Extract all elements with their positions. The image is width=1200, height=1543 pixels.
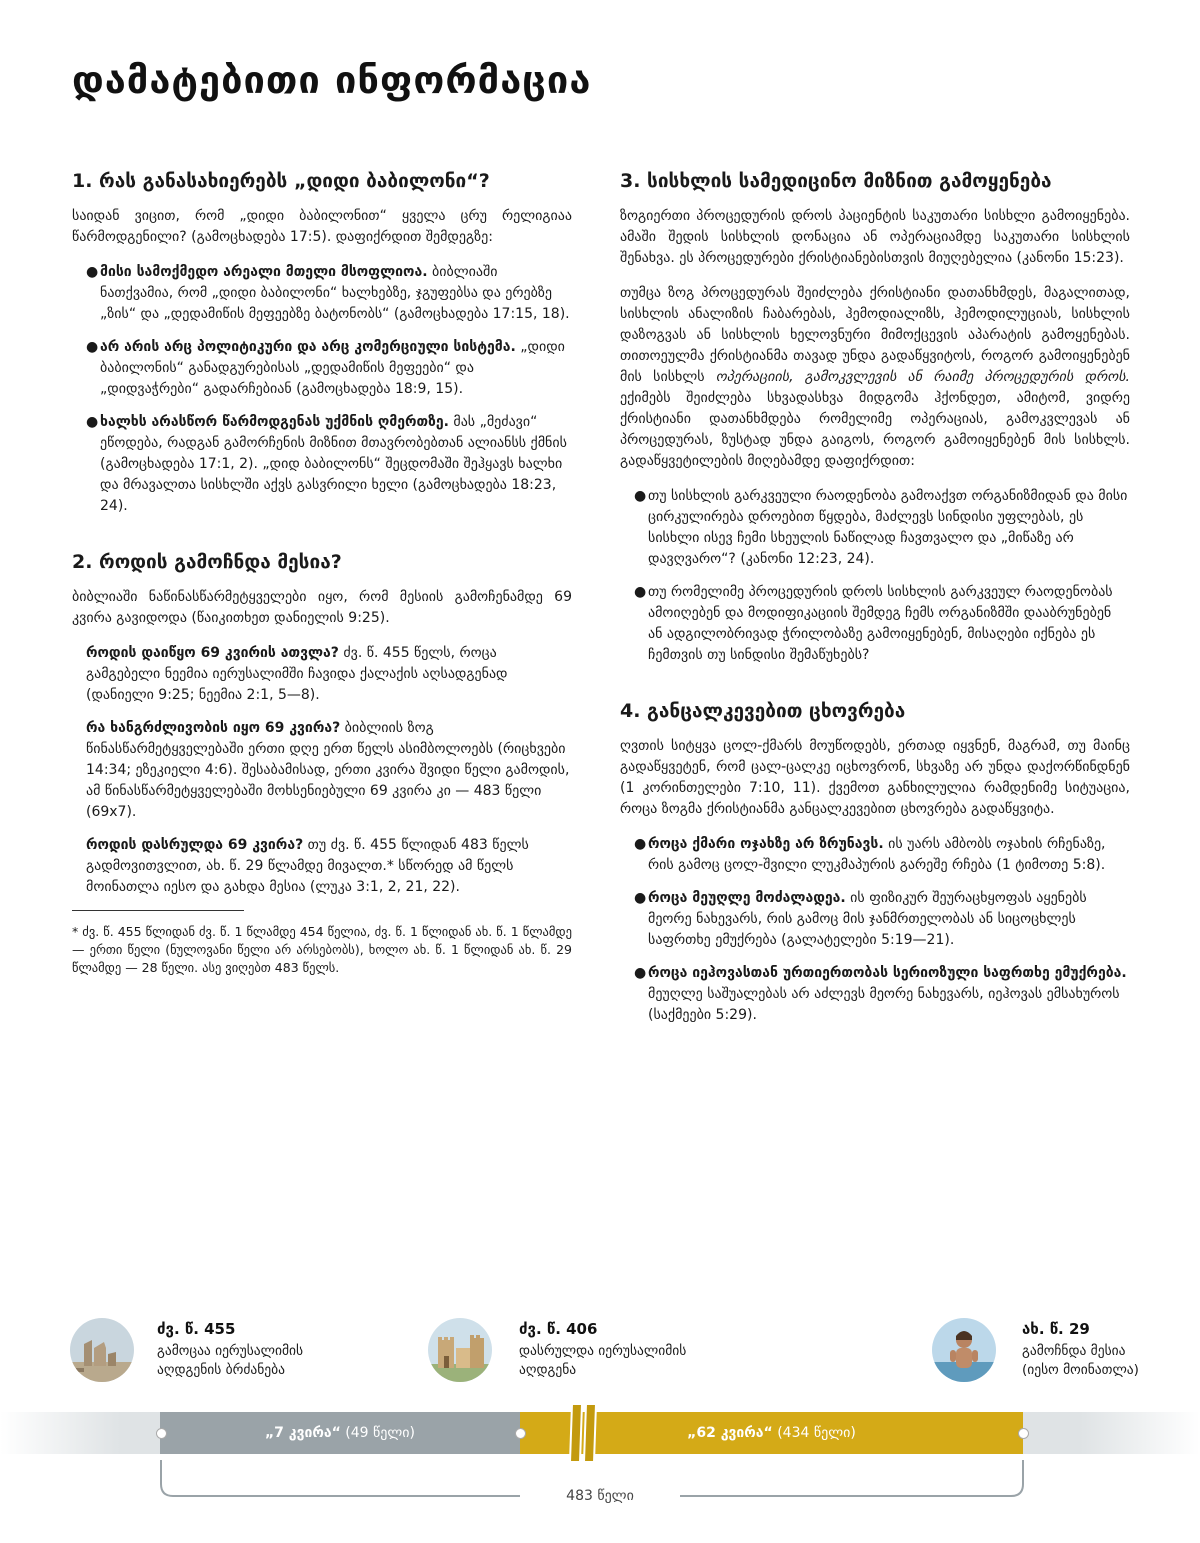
- bullet-icon: ●: [634, 965, 647, 981]
- list-item: [634, 834, 1130, 876]
- period-years: (49 წელი): [345, 1425, 415, 1441]
- bullet-text: ის ფიზიკურ შეურაცხყოფას აყენებს მეორე ნახევარს, რის გამოც მის ჯანმრთელობას ან სიცოცხლეს საფრთხე ემუქრება (გალატელები 5:19—21).: [648, 890, 1087, 948]
- question-item: [86, 643, 572, 706]
- total-years: 483 წელი: [520, 1488, 680, 1504]
- section3-para2: [620, 283, 1130, 472]
- event-line: გამოჩნდა მესია: [1022, 1343, 1126, 1359]
- event-date: ახ. წ. 29: [1022, 1320, 1090, 1338]
- event-line: აღდგენის ბრძანება: [157, 1362, 285, 1378]
- right-column: [620, 170, 1130, 1038]
- bullet-icon: ●: [634, 488, 647, 504]
- section1-intro: საიდან ვიცით, რომ „დიდი ბაბილონით“ ყველა ცრუ რელიგიაა წარმოდგენილი? (გამოცხადება 17:5). დაფიქრდით შემდეგზე:: [72, 208, 572, 245]
- bullet-icon: ●: [86, 414, 99, 430]
- bullet-bold: როცა მეუღლე მოძალადეა.: [648, 890, 846, 906]
- question-text: ძვ. წ. 455 წელს, როცა გამგებელი ნეემია იერუსალიმში ჩავიდა ქალაქის აღსადგენად (დანიელი 9:25; ნეემია 2:1, 5—8).: [86, 645, 508, 703]
- section4-intro: ღვთის სიტყვა ცოლ-ქმარს მოუწოდებს, ერთად იყვნენ, მაგრამ, თუ მაინც გადაწყვეტენ, რომ ცალ-ცალკე იცხოვრონ, სხვაზე არ უნდა დაქორწინდნენ (1 კორინთელები 7:10, 11). ქვემოთ განხილულია რამდენიმე სიტუაცია, როცა ზოგმა ქრისტიანმა განცალკევებით ცხოვრება გადაწყვიტა.: [620, 738, 1130, 817]
- event-line: გამოცაა იერუსალიმის: [157, 1343, 304, 1359]
- section3-heading: 3. სისხლის სამედიცინო მიზნით გამოყენება: [620, 170, 1052, 192]
- question-bold: რა ხანგრძლივობის იყო 69 კვირა?: [86, 720, 341, 736]
- section2-intro: ბიბლიაში ნაწინასწარმეტყველები იყო, რომ მესიის გამოჩენამდე 69 კვირა გავიდოდა (წაიკითხეთ დანიელის 9:25).: [72, 589, 572, 626]
- question-bold: როდის დაიწყო 69 კვირის ათვლა?: [86, 645, 339, 661]
- period-name: „7 კვირა“: [264, 1425, 341, 1441]
- footnote-divider: [72, 910, 244, 911]
- bullet-text: მეუღლე საშუალებას არ აძლევს მეორე ნახევარს, იეჰოვას ემსახუროს (საქმეები 5:29).: [648, 986, 1120, 1023]
- section4-bullets: [620, 834, 1130, 1026]
- section1-heading: 1. რას განასახიერებს „დიდი ბაბილონი“?: [72, 170, 490, 192]
- list-item: [634, 582, 1130, 666]
- section1-bullets: [72, 262, 572, 517]
- bullet-icon: ●: [634, 584, 647, 600]
- para2-text-end: ექიმებს შეიძლება სხვადასხვა მიდგომა ჰქონდეთ, ამიტომ, ვიდრე ქრისტიანი დათანხმდება რომელიმე ოპერაციას, გამოკვლევას ან პროცედურას, ზუსტად უნდა გაიგოს, როგორ გამოიყენებენ მის სისხლს. გადაწყვეტილების მიღებამდე დაფიქრდით:: [620, 390, 1130, 469]
- section4-heading: 4. განცალკევებით ცხოვრება: [620, 700, 906, 722]
- bullet-text: ბიბლიაში ნათქვამია, რომ „დიდი ბაბილონი“ ხალხებზე, ჯგუფებსა და ერებზე „ზის“ და „დედამიწის მეფეებზე ბატონობს“ (გამოცხადება 17:15, 18).: [100, 264, 570, 322]
- para2-italic: ოპერაციის, გამოკვლევის ან რაიმე პროცედურის დროს.: [715, 369, 1130, 385]
- event-date: ძვ. წ. 406: [519, 1320, 598, 1338]
- section3-bullets: [620, 486, 1130, 666]
- list-item: [86, 412, 572, 517]
- timeline: [0, 1300, 1200, 1543]
- bullet-icon: ●: [634, 836, 647, 852]
- footnote: * ძვ. წ. 455 წლიდან ძვ. წ. 1 წლამდე 454 წელია, ძვ. წ. 1 წლიდან ახ. წ. 1 წლამდე — ერთი წელი (ნულოვანი წელი არ არსებობს), ხოლო ახ. წ. 1 წლიდან ახ. წ. 29 წლამდე — 28 წელი. ასე ვიღებთ 483 წელს.: [72, 924, 572, 975]
- bullet-bold: არ არის არც პოლიტიკური და არც კომერციული სისტემა.: [100, 339, 516, 355]
- event-date: ძვ. წ. 455: [157, 1320, 236, 1338]
- left-column: [72, 170, 572, 991]
- bullet-text: ის უარს ამბობს ოჯახის რჩენაზე, რის გამოც ცოლ-შვილი ლუკმაპურის გარეშე რჩება (1 ტიმოთე 5:8).: [648, 836, 1106, 873]
- question-bold: როდის დასრულდა 69 კვირა?: [86, 837, 304, 853]
- list-item: [86, 262, 572, 325]
- bullet-text: თუ სისხლის გარკვეული რაოდენობა გამოაქვთ ორგანიზმიდან და მისი ცირკულირება დროებით წყდება, მაძლევს სინდისი უფლებას, ეს სისხლი ისევ ჩემი სხეულის ნაწილად ჩავთვალო და „მიწაზე არ დავღვარო“? (კანონი 12:23, 24).: [648, 488, 1128, 567]
- bullet-text: თუ რომელიმე პროცედურის დროს სისხლის გარკვეულ რაოდენობას ამოიღებენ და მოდიფიკაციის შემდეგ ჩემს ორგანიზმში დააბრუნებენ ან ადგილობრივად ჭრილობაზე გამოიყენებენ, მისაღები იქნება ეს ჩემთვის თუ სინდისი შემაწუხებს?: [648, 584, 1113, 663]
- section3-para1: ზოგიერთი პროცედურის დროს პაციენტის საკუთარი სისხლი გამოიყენება. ამაში შედის სისხლის დონაცია ან ოპერაციამდე საკუთარი სისხლის შენახვა. ეს პროცედურები ქრისტიანებისთვის მიუღებელია (კანონი 15:23).: [620, 208, 1130, 266]
- period-years: (434 წელი): [777, 1425, 856, 1441]
- bullet-icon: ●: [634, 890, 647, 906]
- list-item: [634, 888, 1130, 951]
- total-span-brace: [0, 1300, 1200, 1543]
- bullet-bold: ხალხს არასწორ წარმოდგენას უქმნის ღმერთზე.: [100, 414, 449, 430]
- page-title: დამატებითი ინფორმაცია: [72, 58, 592, 102]
- list-item: [634, 486, 1130, 570]
- question-item: [86, 718, 572, 823]
- event-line: დასრულდა იერუსალიმის: [519, 1343, 687, 1359]
- list-item: [634, 963, 1130, 1026]
- list-item: [86, 337, 572, 400]
- bullet-bold: როცა ქმარი ოჯახზე არ ზრუნავს.: [648, 836, 884, 852]
- event-line: (იესო მოინათლა): [1022, 1362, 1139, 1378]
- question-text: თუ ძვ. წ. 455 წლიდან 483 წელს გადმოვითვლით, ახ. წ. 29 წლამდე მივალთ.* სწორედ ამ წელს მოინათლა იესო და გახდა მესია (ლუკა 3:1, 2, 21, 22).: [86, 837, 529, 895]
- bullet-icon: ●: [86, 339, 99, 355]
- period-name: „62 კვირა“: [687, 1425, 773, 1441]
- bullet-bold: მისი სამოქმედო არეალი მთელი მსოფლიოა.: [100, 264, 428, 280]
- para2-text: თუმცა ზოგ პროცედურას შეიძლება ქრისტიანი დათანხმდეს, მაგალითად, სისხლის ანალიზის ჩაბარებას, ჰემოდიალიზს, ჰემოდილუციას, სისხლის დაზოგვას ან სისხლის ხელოვნური მიმოქცევის აპარატის გამოყენებას. თითოეულმა ქრისტიანმა თავად უნდა გადაწყვიტოს, როგორ გამოიყენებენ მის სისხლს: [620, 285, 1130, 385]
- bullet-bold: როცა იეჰოვასთან ურთიერთობას სერიოზული საფრთხე ემუქრება.: [648, 965, 1127, 981]
- bullet-text: „დიდი ბაბილონის“ განადგურებისას „დედამიწის მეფეები“ და „დიდვაჭრები“ გადარჩებიან (გამოცხადება 18:9, 15).: [100, 339, 565, 397]
- section2-heading: 2. როდის გამოჩნდა მესია?: [72, 551, 342, 573]
- event-line: აღდგენა: [519, 1362, 577, 1378]
- question-text: ბიბლიის ზოგ წინასწარმეტყველებაში ერთი დღე ერთ წელს ასიმბოლოებს (რიცხვები 14:34; ეზეკიელი 4:6). შესაბამისად, ერთი კვირა შვიდი წელი გამოდის, ამ წინასწარმეტყველებაში მოხსენიებული 69 კვირა კი — 483 წელი (69x7).: [86, 720, 570, 820]
- bullet-text: მას „მეძავი“ ეწოდება, რადგან გამორჩენის მიზნით მთავრობებთან ალიანსს ქმნის (გამოცხადება 17:1, 2). „დიდ ბაბილონს“ შეცდომაში შეჰყავს ხალხი და მრავალთა სისხლში აქვს გასვრილი ხელი (გამოცხადება 18:23, 24).: [100, 414, 567, 514]
- question-item: [86, 835, 572, 898]
- bullet-icon: ●: [86, 264, 99, 280]
